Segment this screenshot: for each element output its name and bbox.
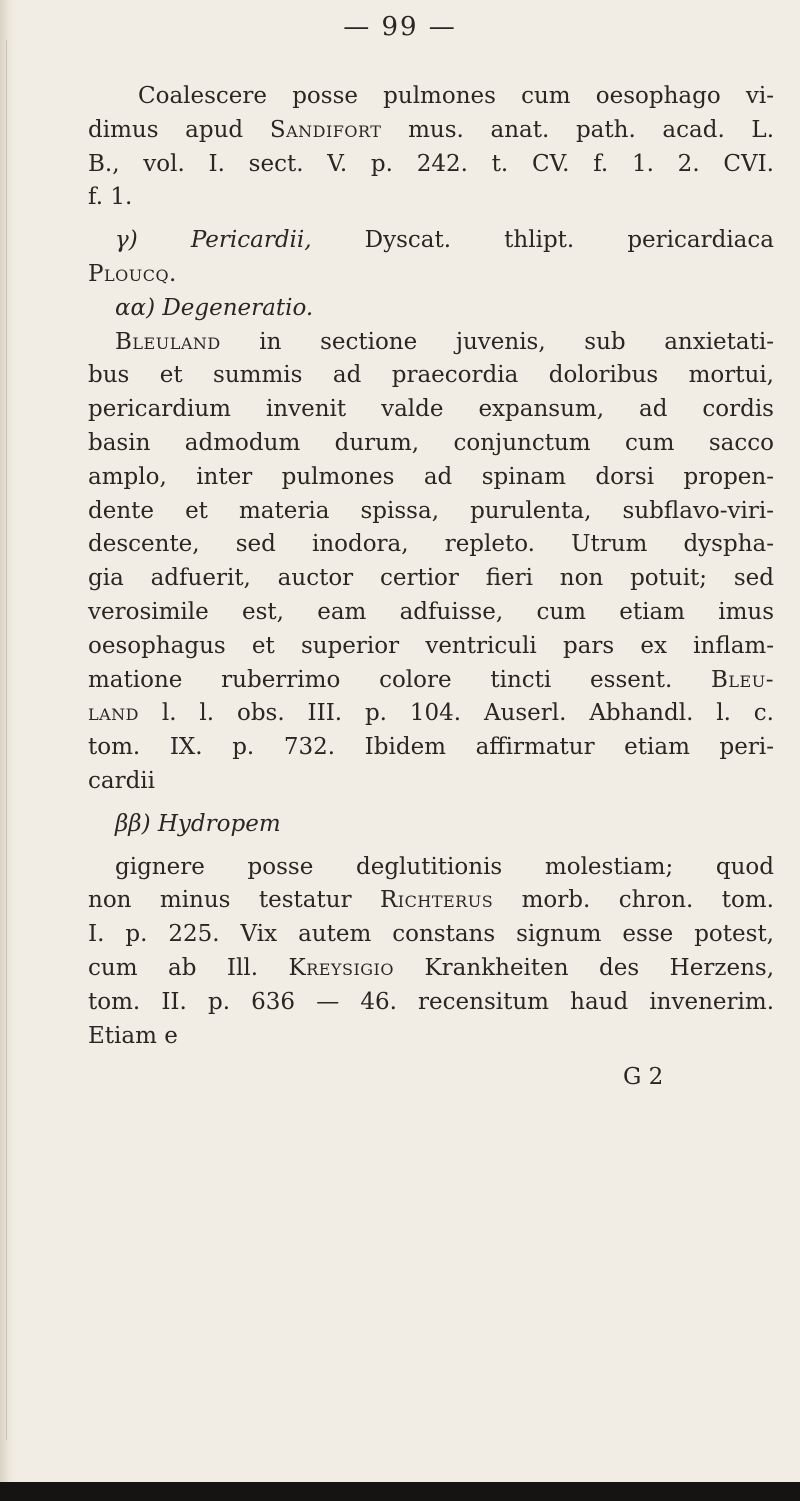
page-left-edge: [0, 0, 14, 1501]
text-line: dimus apud Sandifort mus. anat. path. acad. L.: [88, 116, 775, 143]
text-line: dente et materia spissa, purulenta, subflavo-viri-: [88, 497, 774, 524]
page-body: [88, 80, 775, 1091]
text-line: land l. l. obs. III. p. 104. Auserl. Abhandl. l. c.: [88, 700, 774, 727]
author-name: Sandifort: [269, 116, 382, 143]
author-name: Richterus: [379, 887, 494, 914]
text-line: tom. IX. p. 732. Ibidem affirmatur etiam peri-: [88, 734, 774, 761]
text-line: f. 1.: [88, 184, 133, 211]
catchword: Etiam e: [88, 1022, 178, 1049]
section-heading: γ) Pericardii, Dyscat. thlipt. pericardiaca: [115, 227, 774, 254]
page-fold-line: [6, 40, 7, 1440]
text-line: Bleuland in sectione juvenis, sub anxietati-: [115, 328, 774, 355]
page-number: — 99 —: [343, 12, 457, 42]
subsection-heading: ββ) Hydropem: [115, 810, 281, 837]
text-line: basin admodum durum, conjunctum cum sacco: [88, 429, 774, 456]
text-line: cardii: [88, 767, 156, 794]
text-line: tom. II. p. 636 — 46. recensitum haud invenerim.: [88, 988, 774, 1015]
text-line: gignere posse deglutitionis molestiam; quod: [115, 853, 774, 880]
text-line: descente, sed inodora, repleto. Utrum dyspha-: [88, 531, 774, 558]
text-line: pericardium invenit valde expansum, ad cordis: [88, 396, 774, 423]
author-name: Ploucq.: [88, 260, 177, 287]
author-name: land: [88, 700, 140, 727]
author-name: Bleuland: [115, 328, 221, 355]
text-line: amplo, inter pulmones ad spinam dorsi propen-: [88, 463, 774, 490]
text-line: B., vol. I. sect. V. p. 242. t. CV. f. 1. 2. CVI.: [88, 150, 774, 177]
text-line: matione ruberrimo colore tincti essent. Bleu-: [88, 666, 774, 693]
scan-bottom-edge: [0, 1482, 800, 1501]
text-line: bus et summis ad praecordia doloribus mortui,: [88, 362, 774, 389]
author-name: Kreysigio: [288, 954, 394, 981]
text-line: I. p. 225. Vix autem constans signum esse potest,: [88, 921, 774, 948]
signature-mark: G 2: [623, 1064, 664, 1091]
text-line: gia adfuerit, auctor certior fieri non potuit; sed: [88, 565, 774, 592]
text-line: cum ab Ill. Kreysigio Krankheiten des Herzens,: [88, 954, 775, 981]
author-name: Bleu-: [711, 666, 774, 693]
subsection-heading: αα) Degeneratio.: [115, 294, 314, 321]
text-line: non minus testatur Richterus morb. chron. tom.: [88, 887, 774, 914]
text-line: oesophagus et superior ventriculi pars ex inflam-: [88, 632, 774, 659]
text-line: Coalescere posse pulmones cum oesophago vi-: [138, 83, 774, 109]
text-line: verosimile est, eam adfuisse, cum etiam imus: [88, 598, 774, 625]
